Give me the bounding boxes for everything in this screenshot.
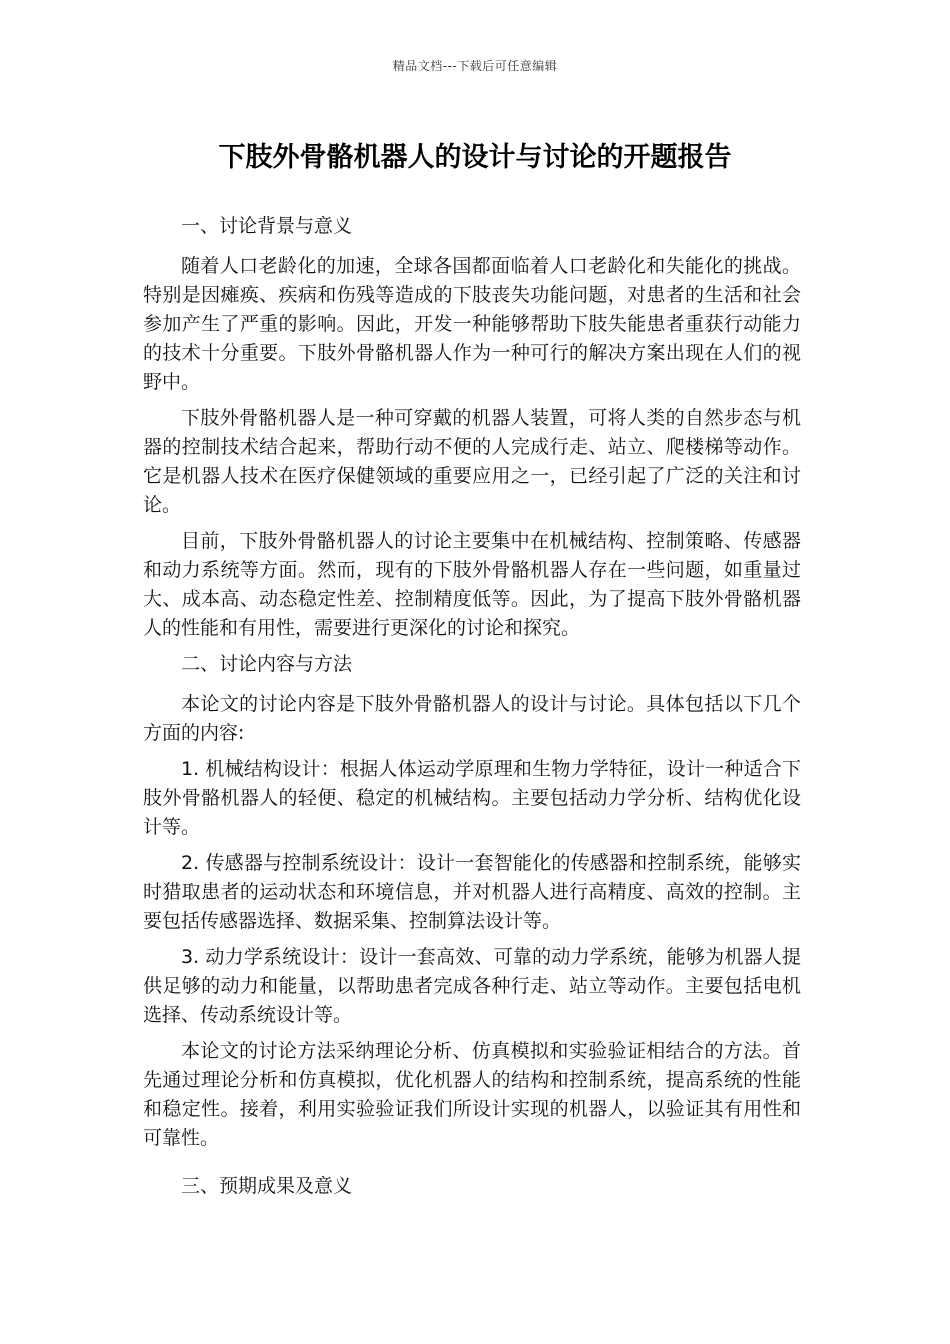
list-item-sensor-control-design: 2. 传感器与控制系统设计：设计一套智能化的传感器和控制系统，能够实时猎取患者的运动状态和环境信息，并对机器人进行高精度、高效的控制。主要包括传感器选择、数据采集、控制算法设计等。: [143, 852, 801, 932]
list-item-dynamics-design: 3. 动力学系统设计：设计一套高效、可靠的动力学系统，能够为机器人提供足够的动力和能量，以帮助患者完成各种行走、站立等动作。主要包括电机选择、传动系统设计等。: [143, 946, 801, 1026]
section-heading-background: 一、讨论背景与意义: [181, 215, 353, 237]
paragraph-exoskeleton-intro: 下肢外骨骼机器人是一种可穿戴的机器人装置，可将人类的自然步态与机器的控制技术结合起来，帮助行动不便的人完成行走、站立、爬楼梯等动作。它是机器人技术在医疗保健领域的重要应用之一，已经引起了广泛的关注和讨论。: [143, 407, 801, 516]
section-heading-content-methods: 二、讨论内容与方法: [181, 653, 353, 675]
paragraph-aging-challenge: 随着人口老龄化的加速，全球各国都面临着人口老龄化和失能化的挑战。特别是因瘫痪、疾病和伤残等造成的下肢丧失功能问题，对患者的生活和社会参加产生了严重的影响。因此，开发一种能够帮助下肢失能患者重获行动能力的技术十分重要。下肢外骨骼机器人作为一种可行的解决方案出现在人们的视野中。: [143, 255, 801, 393]
section-heading-expected-results: 三、预期成果及意义: [181, 1175, 353, 1197]
paragraph-research-method: 本论文的讨论方法采纳理论分析、仿真模拟和实验验证相结合的方法。首先通过理论分析和仿真模拟，优化机器人的结构和控制系统，提高系统的性能和稳定性。接着，利用实验验证我们所设计实现的机器人，以验证其有用性和可靠性。: [143, 1040, 801, 1149]
paragraph-current-research: 目前，下肢外骨骼机器人的讨论主要集中在机械结构、控制策略、传感器和动力系统等方面。然而，现有的下肢外骨骼机器人存在一些问题，如重量过大、成本高、动态稳定性差、控制精度低等。因此，为了提高下肢外骨骼机器人的性能和有用性，需要进行更深化的讨论和探究。: [143, 530, 801, 639]
document-body: [143, 212, 801, 1212]
page-header: 精品文档---下载后可任意编辑: [392, 59, 558, 73]
list-item-mechanical-design: 1. 机械结构设计：根据人体运动学原理和生物力学特征，设计一种适合下肢外骨骼机器人的轻便、稳定的机械结构。主要包括动力学分析、结构优化设计等。: [143, 758, 801, 838]
paragraph-research-content: 本论文的讨论内容是下肢外骨骼机器人的设计与讨论。具体包括以下几个方面的内容:: [143, 693, 801, 744]
document-title: 下肢外骨骼机器人的设计与讨论的开题报告: [218, 142, 732, 173]
